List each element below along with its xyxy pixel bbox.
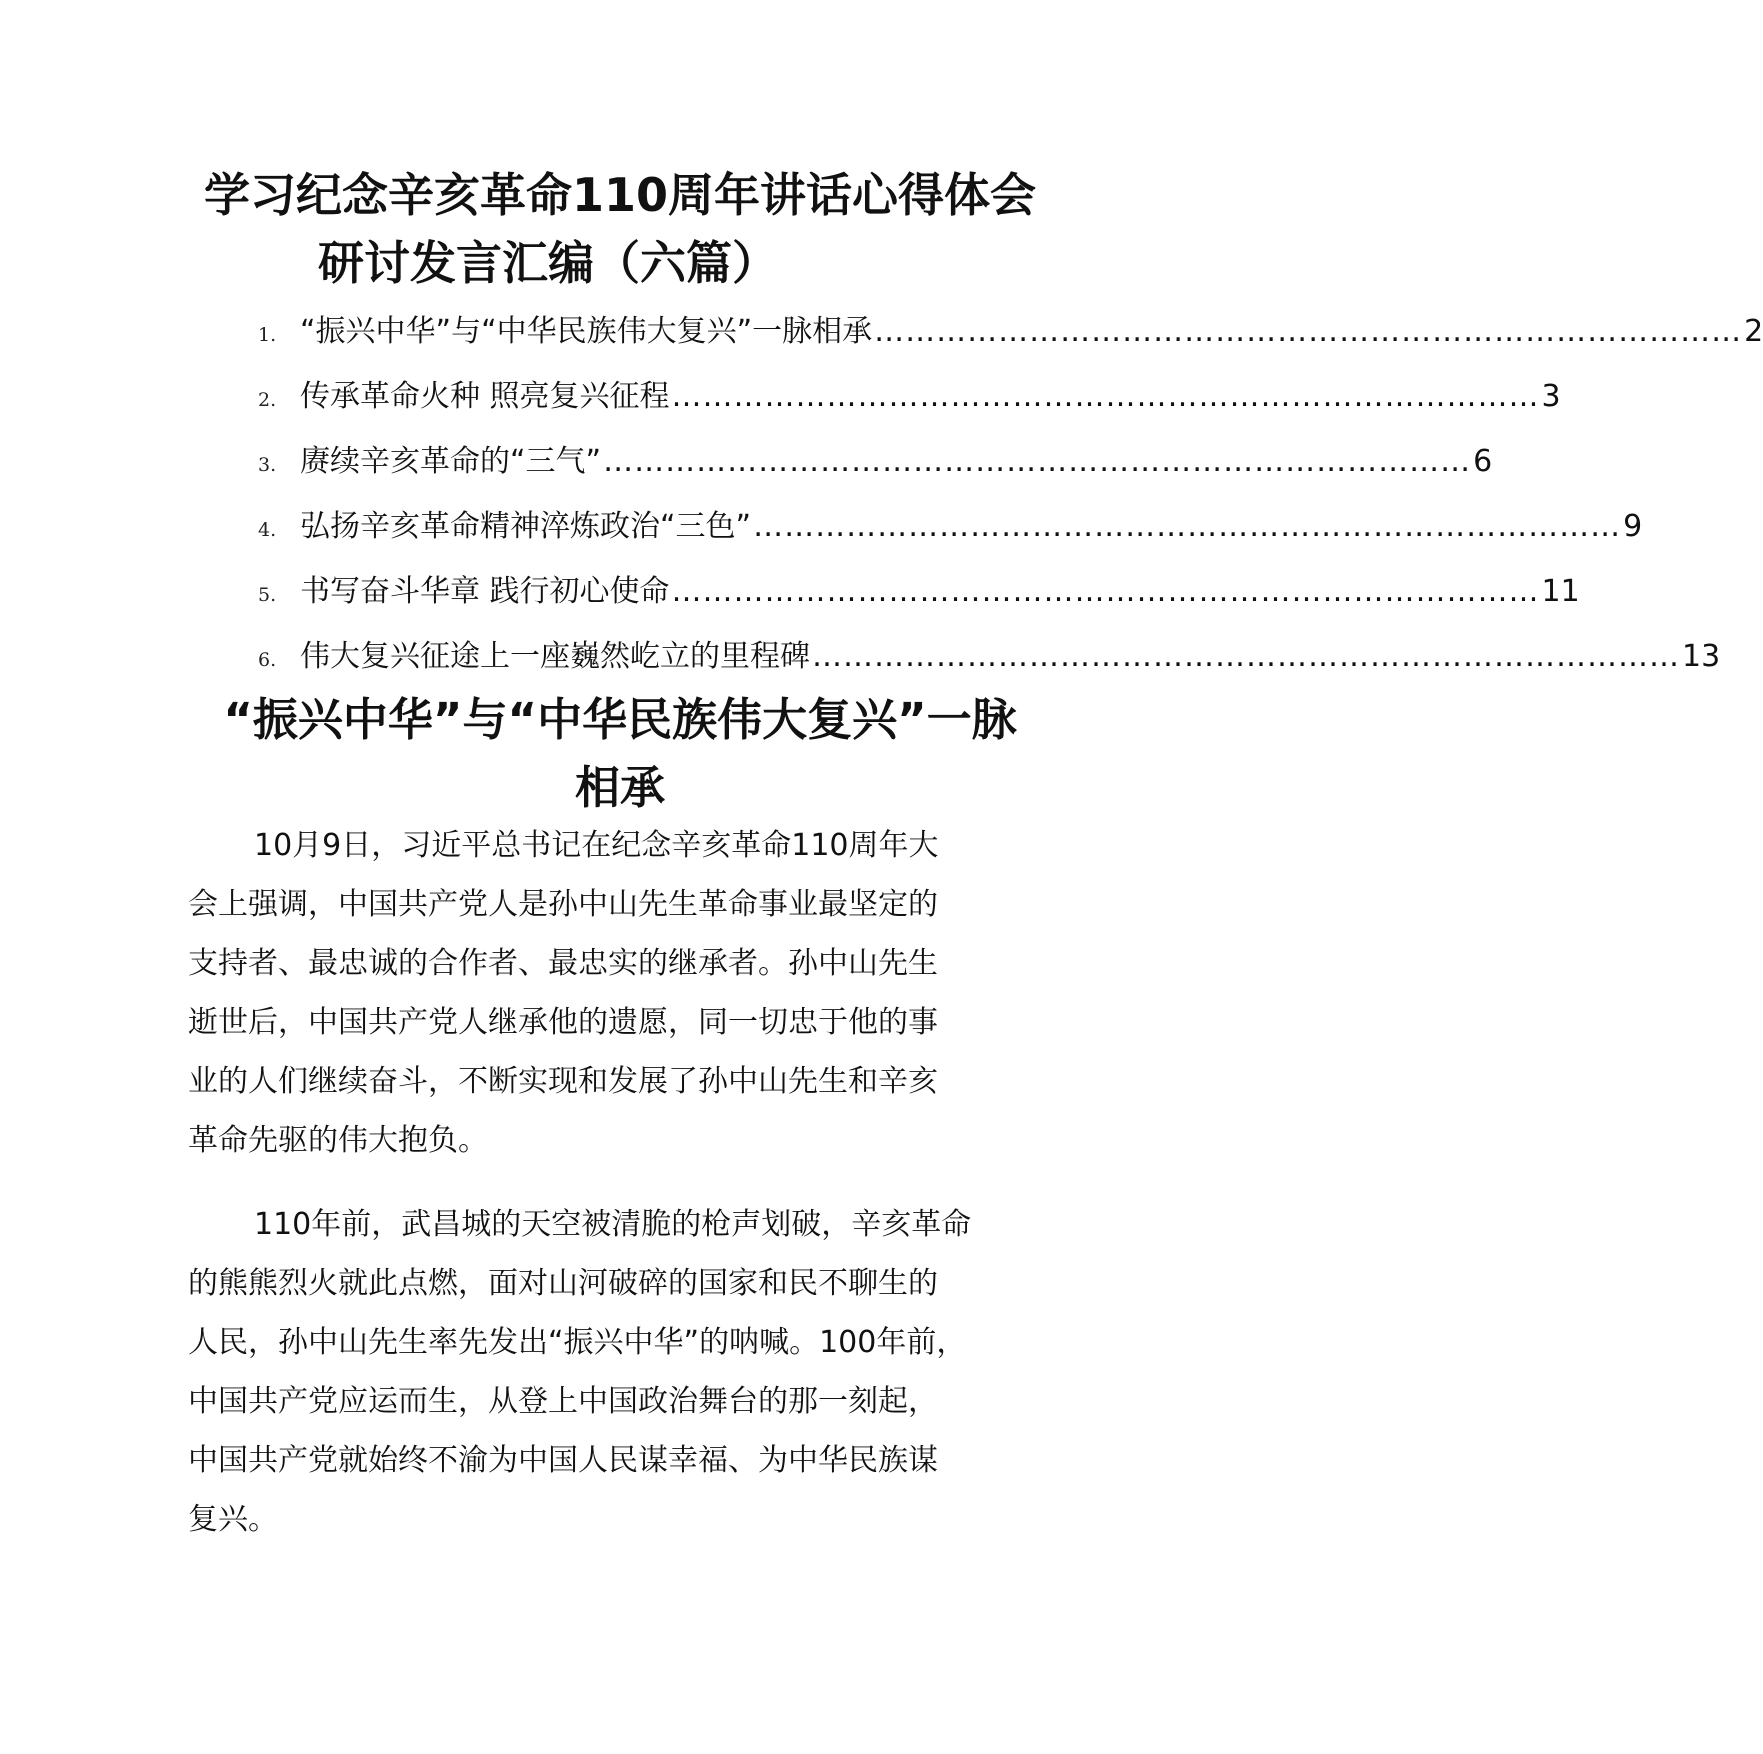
toc-item-2[interactable] xyxy=(258,371,1561,417)
toc-item-page: 2 xyxy=(1744,314,1763,349)
toc-item-title: 伟大复兴征途上一座巍然屹立的里程碑 xyxy=(300,639,810,674)
section-title-line-2: 相承 xyxy=(574,761,665,814)
toc-item-page: 11 xyxy=(1541,574,1580,609)
toc-item-6[interactable] xyxy=(258,631,1721,677)
toc-item-page: 6 xyxy=(1473,444,1493,479)
toc-leader-dots: ………………………………………………………………………… xyxy=(603,444,1472,479)
toc-leader-dots: ………………………………………………………………………… xyxy=(812,639,1680,674)
paragraph-line: 逝世后，中国共产党人继承他的遗愿，同一切忠于他的事 xyxy=(188,1005,938,1040)
toc-leader-dots: ………………………………………………………………………… xyxy=(671,574,1540,609)
toc-item-title: 传承革命火种 照亮复兴征程 xyxy=(300,379,670,414)
document-title-line-2: 研讨发言汇编（六篇） xyxy=(318,236,778,290)
paragraph-line: 复兴。 xyxy=(188,1502,278,1537)
paragraph-line: 的熊熊烈火就此点燃，面对山河破碎的国家和民不聊生的 xyxy=(188,1266,938,1301)
paragraph-line: 人民，孙中山先生率先发出“振兴中华”的呐喊。100年前， xyxy=(188,1325,967,1360)
paragraph-line: 革命先驱的伟大抱负。 xyxy=(188,1123,488,1158)
toc-item-page: 13 xyxy=(1682,639,1721,674)
toc-item-title: “振兴中华”与“中华民族伟大复兴”一脉相承 xyxy=(300,314,873,349)
paragraph-line: 支持者、最忠诚的合作者、最忠实的继承者。孙中山先生 xyxy=(188,946,938,981)
paragraph-line: 中国共产党就始终不渝为中国人民谋幸福、为中华民族谋 xyxy=(188,1443,938,1478)
paragraph-line: 中国共产党应运而生，从登上中国政治舞台的那一刻起， xyxy=(188,1384,938,1419)
toc-item-number: 6. xyxy=(258,649,277,671)
toc-item-page: 3 xyxy=(1541,379,1561,414)
toc-item-number: 4. xyxy=(258,519,277,541)
section-title-line-1: “振兴中华”与“中华民族伟大复兴”一脉 xyxy=(223,693,1017,746)
paragraph-line: 业的人们继续奋斗，不断实现和发展了孙中山先生和辛亥 xyxy=(188,1064,938,1099)
toc-leader-dots: ………………………………………………………………………… xyxy=(671,379,1540,414)
toc-item-title: 赓续辛亥革命的“三气” xyxy=(300,444,602,479)
paragraph-line: 会上强调，中国共产党人是孙中山先生革命事业最坚定的 xyxy=(188,887,938,922)
toc-item-number: 3. xyxy=(258,454,277,476)
paragraph-line: 10月9日，习近平总书记在纪念辛亥革命110周年大 xyxy=(254,828,939,863)
toc-item-number: 2. xyxy=(258,389,277,411)
paragraph-line: 110年前，武昌城的天空被清脆的枪声划破，辛亥革命 xyxy=(254,1207,972,1242)
toc-item-3[interactable] xyxy=(258,436,1493,482)
toc-leader-dots: ………………………………………………………………………… xyxy=(753,509,1622,544)
toc-item-5[interactable] xyxy=(258,566,1580,612)
toc-item-number: 1. xyxy=(258,324,277,346)
toc-item-number: 5. xyxy=(258,584,277,606)
toc-item-title: 书写奋斗华章 践行初心使命 xyxy=(300,574,670,609)
toc-item-page: 9 xyxy=(1623,509,1643,544)
document-title-line-1: 学习纪念辛亥革命110周年讲话心得体会 xyxy=(203,168,1037,222)
toc-leader-dots: ………………………………………………………………………… xyxy=(874,314,1743,349)
toc-item-title: 弘扬辛亥革命精神淬炼政治“三色” xyxy=(300,509,752,544)
toc-item-4[interactable] xyxy=(258,501,1643,547)
toc-item-1[interactable] xyxy=(258,306,1763,352)
